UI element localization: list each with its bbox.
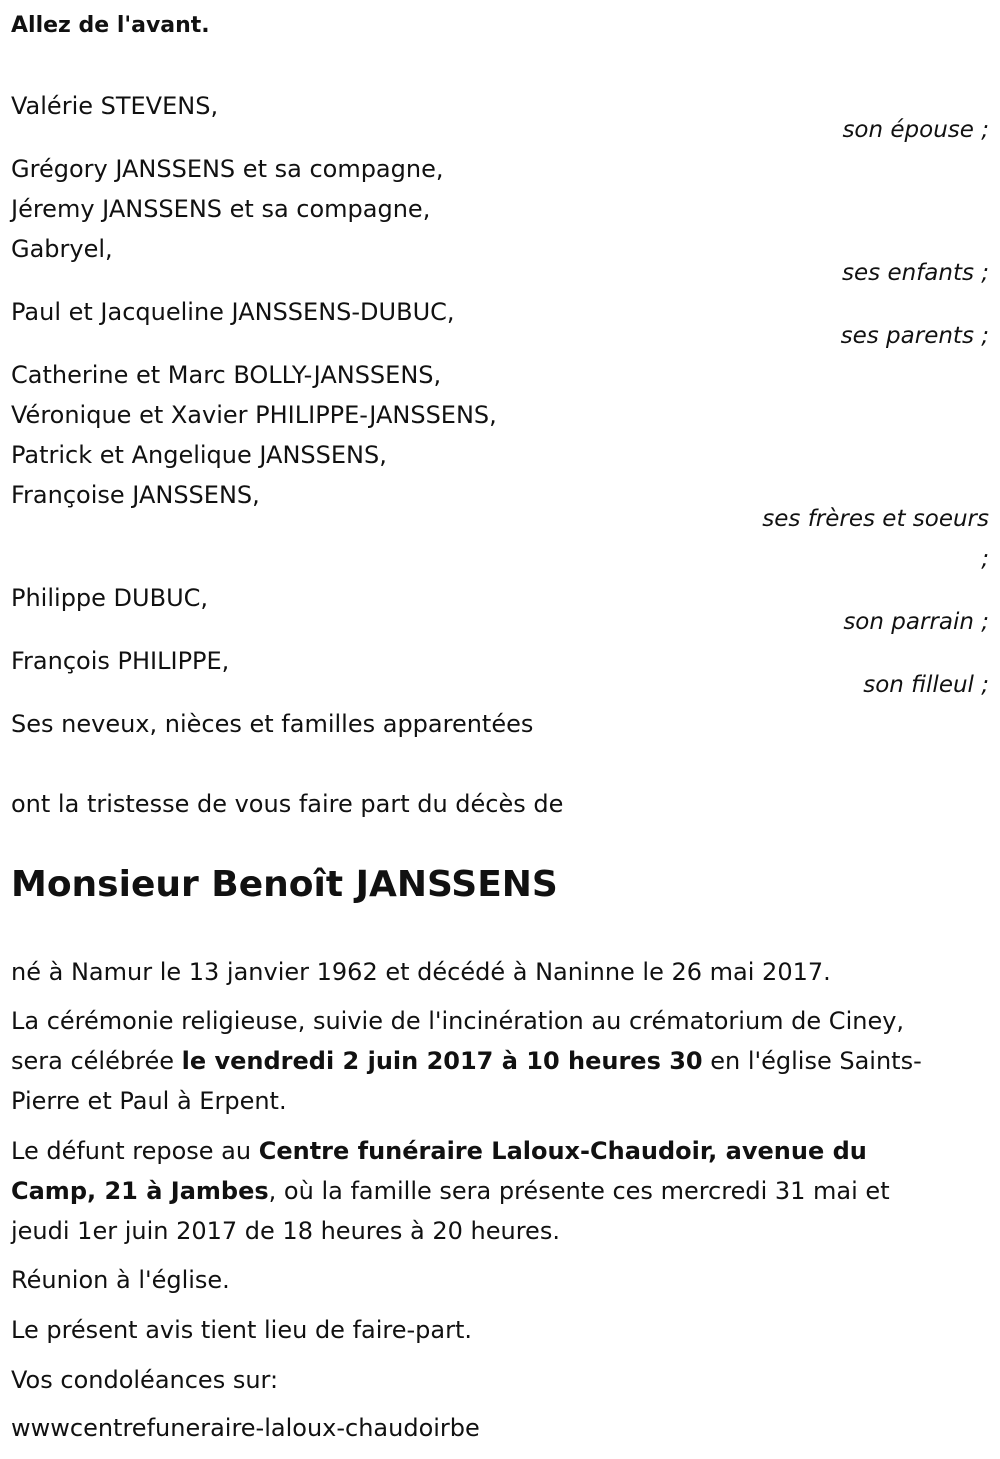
family-name: Véronique et Xavier PHILIPPE-JANSSENS, (11, 401, 497, 429)
announcement: ont la tristesse de vous faire part du décès de (11, 790, 564, 818)
family-relation: ses frères et soeurs (762, 506, 989, 532)
family-relation: son épouse ; (842, 117, 989, 143)
ceremony-place: en l'église Saints-Pierre et Paul à Erpent. (11, 1047, 922, 1115)
notice: Le présent avis tient lieu de faire-part. (11, 1316, 473, 1344)
website-link[interactable]: wwwcentrefuneraire-laloux-chaudoirbe (11, 1414, 480, 1442)
meeting: Réunion à l'église. (11, 1266, 230, 1294)
repose-paragraph (11, 1131, 941, 1251)
family-name: François PHILIPPE, (11, 647, 230, 675)
family-name: Valérie STEVENS, (11, 92, 219, 120)
ceremony-paragraph (11, 1001, 941, 1121)
family-name: Paul et Jacqueline JANSSENS-DUBUC, (11, 298, 455, 326)
family-name: Patrick et Angelique JANSSENS, (11, 441, 387, 469)
family-relation: ses parents ; (840, 323, 989, 349)
family-name: Catherine et Marc BOLLY-JANSSENS, (11, 361, 442, 389)
family-relation: son filleul ; (863, 672, 989, 698)
family-name: Grégory JANSSENS et sa compagne, (11, 155, 444, 183)
deceased-name: Monsieur Benoît JANSSENS (11, 864, 558, 905)
repose-location: Centre funéraire Laloux-Chaudoir, avenue du Camp, 21 à Jambes (11, 1137, 867, 1205)
family-relation: ses enfants ; (842, 260, 989, 286)
family-name: Philippe DUBUC, (11, 584, 209, 612)
repose-hours: , où la famille sera présente ces mercredi 31 mai et jeudi 1er juin 2017 de 18 heures à 20 heures. (11, 1177, 890, 1245)
family-relation-end: ; (981, 546, 989, 572)
condolences-label: Vos condoléances sur: (11, 1366, 279, 1394)
family-relation: son parrain ; (843, 609, 989, 635)
ceremony-date: le vendredi 2 juin 2017 à 10 heures 30 (181, 1047, 703, 1075)
extended-family: Ses neveux, nièces et familles apparentées (11, 710, 534, 738)
family-name: Gabryel, (11, 235, 113, 263)
repose-text: Le défunt repose au (11, 1137, 259, 1165)
birth-death: né à Namur le 13 janvier 1962 et décédé à Naninne le 26 mai 2017. (11, 958, 831, 986)
motto: Allez de l'avant. (11, 13, 210, 38)
ceremony-text: La cérémonie religieuse, suivie de l'incinération au crématorium de Ciney, sera célébrée (11, 1007, 905, 1075)
family-name: Jéremy JANSSENS et sa compagne, (11, 195, 431, 223)
family-name: Françoise JANSSENS, (11, 481, 260, 509)
